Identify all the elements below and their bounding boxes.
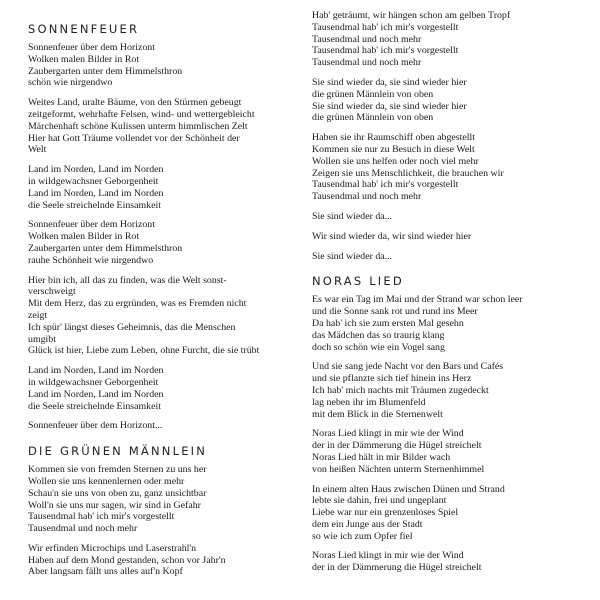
lyric-line: Noras Lied klingt in mir wie der Wind bbox=[312, 550, 464, 562]
lyric-line: die grünen Männlein von oben bbox=[312, 112, 434, 124]
stanza bbox=[28, 219, 298, 266]
stanza bbox=[312, 428, 582, 475]
lyric-line: Märchenhaft schöne Kulissen unterm himmlischen Zelt bbox=[28, 120, 248, 132]
stanza bbox=[312, 484, 582, 543]
lyric-line: Land im Norden, Land im Norden bbox=[28, 164, 164, 176]
lyric-line: rauhe Schönheit wie nirgendwo bbox=[28, 254, 154, 266]
lyric-line: In einem alten Haus zwischen Dünen und Strand bbox=[312, 483, 505, 495]
lyric-line: Wollen sie uns kennenlernen oder mehr bbox=[28, 475, 185, 487]
lyric-line: Welt bbox=[28, 144, 47, 156]
lyric-line: Sie sind wieder da... bbox=[312, 250, 393, 262]
lyric-line: Land im Norden, Land im Norden bbox=[28, 388, 164, 400]
lyric-line: Schau'n sie uns von oben zu, ganz unsichtbar bbox=[28, 487, 207, 499]
lyric-line: Wir sind wieder da, wir sind wieder hier bbox=[312, 230, 472, 242]
stanza bbox=[312, 231, 582, 243]
stanza bbox=[28, 543, 298, 578]
lyric-line: in wildgewachsner Geborgenheit bbox=[28, 376, 159, 388]
lyric-line: Kommen sie von fremden Sternen zu uns her bbox=[28, 464, 207, 476]
lyric-line: Da hab' ich sie zum ersten Mal gesehn bbox=[312, 317, 464, 329]
lyric-line: Ich hab' mich nachts mit Träumen zugedeckt bbox=[312, 384, 489, 396]
stanza bbox=[28, 97, 298, 156]
lyric-line: Hab' geträumt, wir hängen schon am gelben Tropf bbox=[312, 10, 511, 21]
lyric-line: Noras Lied hält in mir Bilder wach bbox=[312, 451, 451, 463]
stanza bbox=[28, 164, 298, 211]
lyric-line: Kommen sie nur zu Besuch in diese Welt bbox=[312, 143, 475, 155]
lyric-line: umgibt bbox=[28, 333, 56, 345]
lyric-line: und sie pflanzte sich tief hinein ins Herz bbox=[312, 373, 472, 385]
lyric-line: lebte sie dahin, frei und ungeplant bbox=[312, 495, 447, 507]
lyric-line: Wolken malen Bilder in Rot bbox=[28, 53, 140, 65]
lyric-line: Ich spür' längst dieses Geheimnis, das die Menschen bbox=[28, 321, 236, 333]
lyric-line: Tausendmal und noch mehr bbox=[312, 57, 422, 69]
lyric-line: Tausendmal hab' ich mir's vorgestellt bbox=[28, 511, 175, 523]
lyric-line: so wie ich zum Opfer fiel bbox=[312, 530, 413, 542]
lyric-line: Noras Lied klingt in mir wie der Wind bbox=[312, 428, 464, 440]
lyric-line: Sie sind wieder da, sie sind wieder hier bbox=[312, 100, 467, 112]
lyric-line: verschweigt bbox=[28, 286, 76, 298]
lyric-line: Wolken malen Bilder in Rot bbox=[28, 231, 140, 243]
lyric-line: Tausendmal und noch mehr bbox=[312, 191, 422, 203]
lyric-line: Zaubergarten unter dem Himmelsthron bbox=[28, 65, 183, 77]
lyric-line: dem ein Junge aus der Stadt bbox=[312, 518, 423, 530]
song-section bbox=[312, 10, 582, 262]
left-column bbox=[28, 22, 298, 586]
song-section bbox=[28, 444, 298, 578]
stanza bbox=[312, 77, 582, 124]
lyric-line: Tausendmal hab' ich mir's vorgestellt bbox=[312, 45, 459, 57]
song-title: SONNENFEUER bbox=[28, 22, 140, 36]
lyric-line: mit dem Blick in die Sternenwelt bbox=[312, 408, 443, 420]
stanza bbox=[312, 211, 582, 223]
lyric-line: Glück ist hier, Liebe zum Leben, ohne Furcht, die sie trübt bbox=[28, 345, 260, 357]
lyric-line: lag neben ihr im Blumenfeld bbox=[312, 396, 426, 408]
lyric-line: Sie sind wieder da, sie sind wieder hier bbox=[312, 76, 467, 88]
lyric-line: Tausendmal hab' ich mir's vorgestellt bbox=[312, 179, 459, 191]
lyric-line: die Seele streichelnde Einsamkeit bbox=[28, 199, 161, 211]
right-column bbox=[312, 10, 582, 582]
lyric-line: von heißen Nächten unterm Sternenhimmel bbox=[312, 463, 485, 475]
lyric-line: schön wie nirgendwo bbox=[28, 77, 113, 89]
lyric-line: Sonnenfeuer über dem Horizont bbox=[28, 219, 155, 231]
lyric-line: Tausendmal und noch mehr bbox=[312, 33, 422, 45]
stanza bbox=[28, 464, 298, 535]
lyric-line: Aber langsam fällt uns alles auf'n Kopf bbox=[28, 566, 183, 578]
lyric-line: Sonnenfeuer über dem Horizont bbox=[28, 42, 155, 53]
lyric-line: Hier hat Gott Träume vollendet vor der Schönheit der bbox=[28, 132, 240, 144]
lyric-line: Sonnenfeuer über dem Horizont... bbox=[28, 420, 163, 432]
lyric-line: das Mädchen das so traurig klang bbox=[312, 329, 445, 341]
lyric-line: Wir erfinden Microchips und Laserstrahl'n bbox=[28, 542, 197, 554]
stanza bbox=[312, 132, 582, 203]
lyric-line: Weites Land, uralte Bäume, von den Stürmen gebeugt bbox=[28, 97, 242, 109]
lyric-line: Haben sie ihr Raumschiff oben abgestellt bbox=[312, 132, 475, 144]
song-title: DIE GRÜNEN MÄNNLEIN bbox=[28, 444, 208, 459]
stanza bbox=[312, 251, 582, 263]
lyric-line: Und sie sang jede Nacht vor den Bars und Cafés bbox=[312, 361, 504, 373]
stanza bbox=[28, 420, 298, 432]
stanza bbox=[312, 361, 582, 420]
song-title: NORAS LIED bbox=[312, 274, 404, 289]
stanza bbox=[28, 42, 298, 89]
lyric-line: Hier bin ich, all das zu finden, was die Welt sonst- bbox=[28, 274, 227, 286]
lyric-line: der in der Dämmerung die Hügel streichelt bbox=[312, 562, 482, 574]
lyric-line: Woll'n sie uns nur sagen, wir sind in Gefahr bbox=[28, 499, 201, 511]
lyric-line: Land im Norden, Land im Norden bbox=[28, 187, 164, 199]
lyric-line: Wollen sie uns helfen oder noch viel mehr bbox=[312, 155, 479, 167]
lyric-line: Es war ein Tag im Mai und der Strand war schon leer bbox=[312, 294, 523, 306]
lyric-line: Haben auf dem Mond gestanden, schon vor Jahr'n bbox=[28, 554, 226, 566]
lyric-line: in wildgewachsner Geborgenheit bbox=[28, 175, 159, 187]
song-section bbox=[28, 22, 298, 432]
lyric-line: Zaubergarten unter dem Himmelsthron bbox=[28, 242, 183, 254]
lyric-line: der in der Dämmerung die Hügel streichelt bbox=[312, 440, 482, 452]
stanza bbox=[28, 365, 298, 412]
stanza bbox=[312, 550, 582, 574]
lyric-line: die Seele streichelnde Einsamkeit bbox=[28, 400, 161, 412]
lyric-line: und die Sonne sank rot und rund ins Meer bbox=[312, 306, 478, 318]
stanza bbox=[312, 10, 582, 69]
lyric-line: Mit dem Herz, das zu ergründen, was es Fremden nicht bbox=[28, 298, 247, 310]
lyric-line: Tausendmal und noch mehr bbox=[28, 523, 138, 535]
lyric-line: zeitgeformt, wehrhafte Felsen, wind- und wettergebleicht bbox=[28, 108, 255, 120]
lyric-line: Land im Norden, Land im Norden bbox=[28, 365, 164, 377]
lyric-line: Liebe war nur ein grenzenloses Spiel bbox=[312, 507, 459, 519]
lyric-line: Tausendmal hab' ich mir's vorgestellt bbox=[312, 21, 459, 33]
lyric-line: die grünen Männlein von oben bbox=[312, 88, 434, 100]
stanza bbox=[28, 275, 298, 358]
song-section bbox=[312, 274, 582, 574]
lyric-line: Sie sind wieder da... bbox=[312, 210, 393, 222]
lyric-line: Zeigen sie uns Menschlichkeit, die brauchen wir bbox=[312, 167, 504, 179]
lyric-line: zeigt bbox=[28, 309, 48, 321]
lyric-line: doch so schön wie ein Vogel sang bbox=[312, 341, 445, 353]
stanza bbox=[312, 294, 582, 353]
